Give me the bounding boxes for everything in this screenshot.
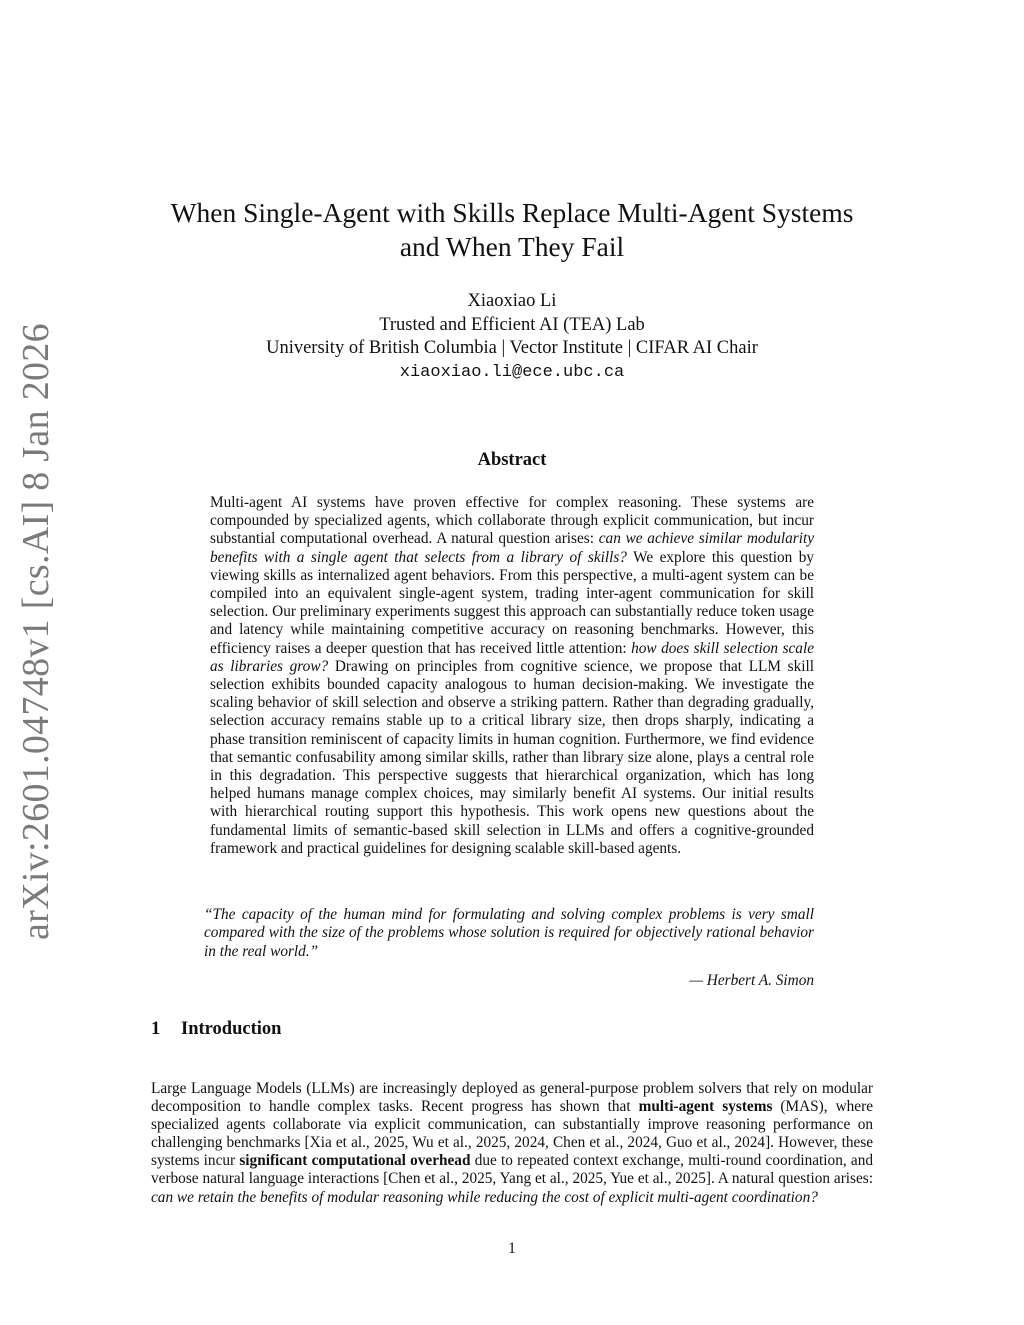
intro-part-1: Large Language Models (LLMs) are increasingly deployed as general-purpose problem solvers that rely on modular decomposition to handle complex tasks. Recent progress has shown that: [151, 1080, 873, 1116]
intro-bold-1: multi-agent systems: [638, 1098, 773, 1116]
title-line-1: When Single-Agent with Skills Replace Multi-Agent Systems: [170, 197, 854, 228]
page-number: 1: [508, 1240, 516, 1257]
intro-part-2: (MAS), where specialized agents collaborate via explicit communication, can substantially improve reasoning performance on challenging benchmarks [Xia et al., 2025, Wu et al., 2025, 2024, Chen et al., 2024, Guo et al., 2024]. However, these systems incur: [151, 1098, 873, 1170]
title-line-2: and When They Fail: [399, 231, 625, 262]
section-number: 1: [151, 1019, 161, 1039]
abstract-question-1: can we achieve similar modularity benefits with a single agent that selects from a library of skills?: [210, 530, 814, 566]
intro-bold-2: significant computational overhead: [239, 1152, 471, 1170]
abstract-part-1: Multi-agent AI systems have proven effective for complex reasoning. These systems are compounded by specialized agents, which collaborate through explicit communication, but incur substantial computational overhead. A natural question arises:: [210, 494, 814, 548]
intro-italic-question: can we retain the benefits of modular reasoning while reducing the cost of explicit multi-agent coordination?: [151, 1188, 818, 1206]
section-title: Introduction: [181, 1019, 282, 1039]
intro-part-3: due to repeated context exchange, multi-round coordination, and verbose natural language interactions [Chen et al., 2025, Yang et al., 2025, Yue et al., 2025]. A natural question arises:: [151, 1152, 873, 1188]
abstract-heading: Abstract: [477, 450, 547, 470]
author-lab: Trusted and Efficient AI (TEA) Lab: [379, 314, 645, 335]
abstract-part-2: We explore this question by viewing skills as internalized agent behaviors. From this perspective, a multi-agent system can be compiled into an equivalent single-agent system, trading inter-agent communication for skill selection. Our preliminary experiments suggest this approach can substantially reduce token usage and latency while maintaining competitive accuracy on reasoning benchmarks. However, this efficiency raises a deeper question that has received little attention:: [210, 548, 814, 657]
section-heading-introduction: [151, 1019, 281, 1040]
author-block: [100, 290, 924, 384]
author-email: xiaoxiao.li@ece.ubc.ca: [399, 362, 625, 382]
epigraph-attribution: — Herbert A. Simon: [689, 972, 814, 989]
abstract-question-2: how does skill selection scale as libraries grow?: [210, 639, 814, 675]
author-name: Xiaoxiao Li: [467, 291, 557, 311]
paper-title: [100, 196, 924, 264]
introduction-paragraph: [151, 1080, 873, 1207]
epigraph-quote: “The capacity of the human mind for formulating and solving complex problems is very small compared with the size of the problems whose solution is required for objectively rational behavior in the real world.”: [204, 906, 814, 960]
arxiv-identifier: arXiv:2601.04748v1 [cs.AI] 8 Jan 2026: [15, 323, 57, 940]
author-affiliation: University of British Columbia | Vector Institute | CIFAR AI Chair: [266, 338, 758, 358]
abstract-part-3: Drawing on principles from cognitive science, we propose that LLM skill selection exhibits bounded capacity analogous to human decision-making. We investigate the scaling behavior of skill selection and observe a striking pattern. Rather than degrading gradually, selection accuracy remains stable up to a critical library size, then drops sharply, indicating a phase transition reminiscent of capacity limits in human cognition. Furthermore, we find evidence that semantic confusability among similar skills, rather than library size alone, plays a central role in this degradation. This perspective suggests that hierarchical organization, which has long helped humans manage complex choices, may similarly benefit AI systems. Our initial results with hierarchical routing support this hypothesis. This work opens new questions about the fundamental limits of semantic-based skill selection in LLMs and offers a cognitive-grounded framework and practical guidelines for designing scalable skill-based agents.: [210, 657, 814, 857]
abstract-text: [210, 494, 814, 858]
